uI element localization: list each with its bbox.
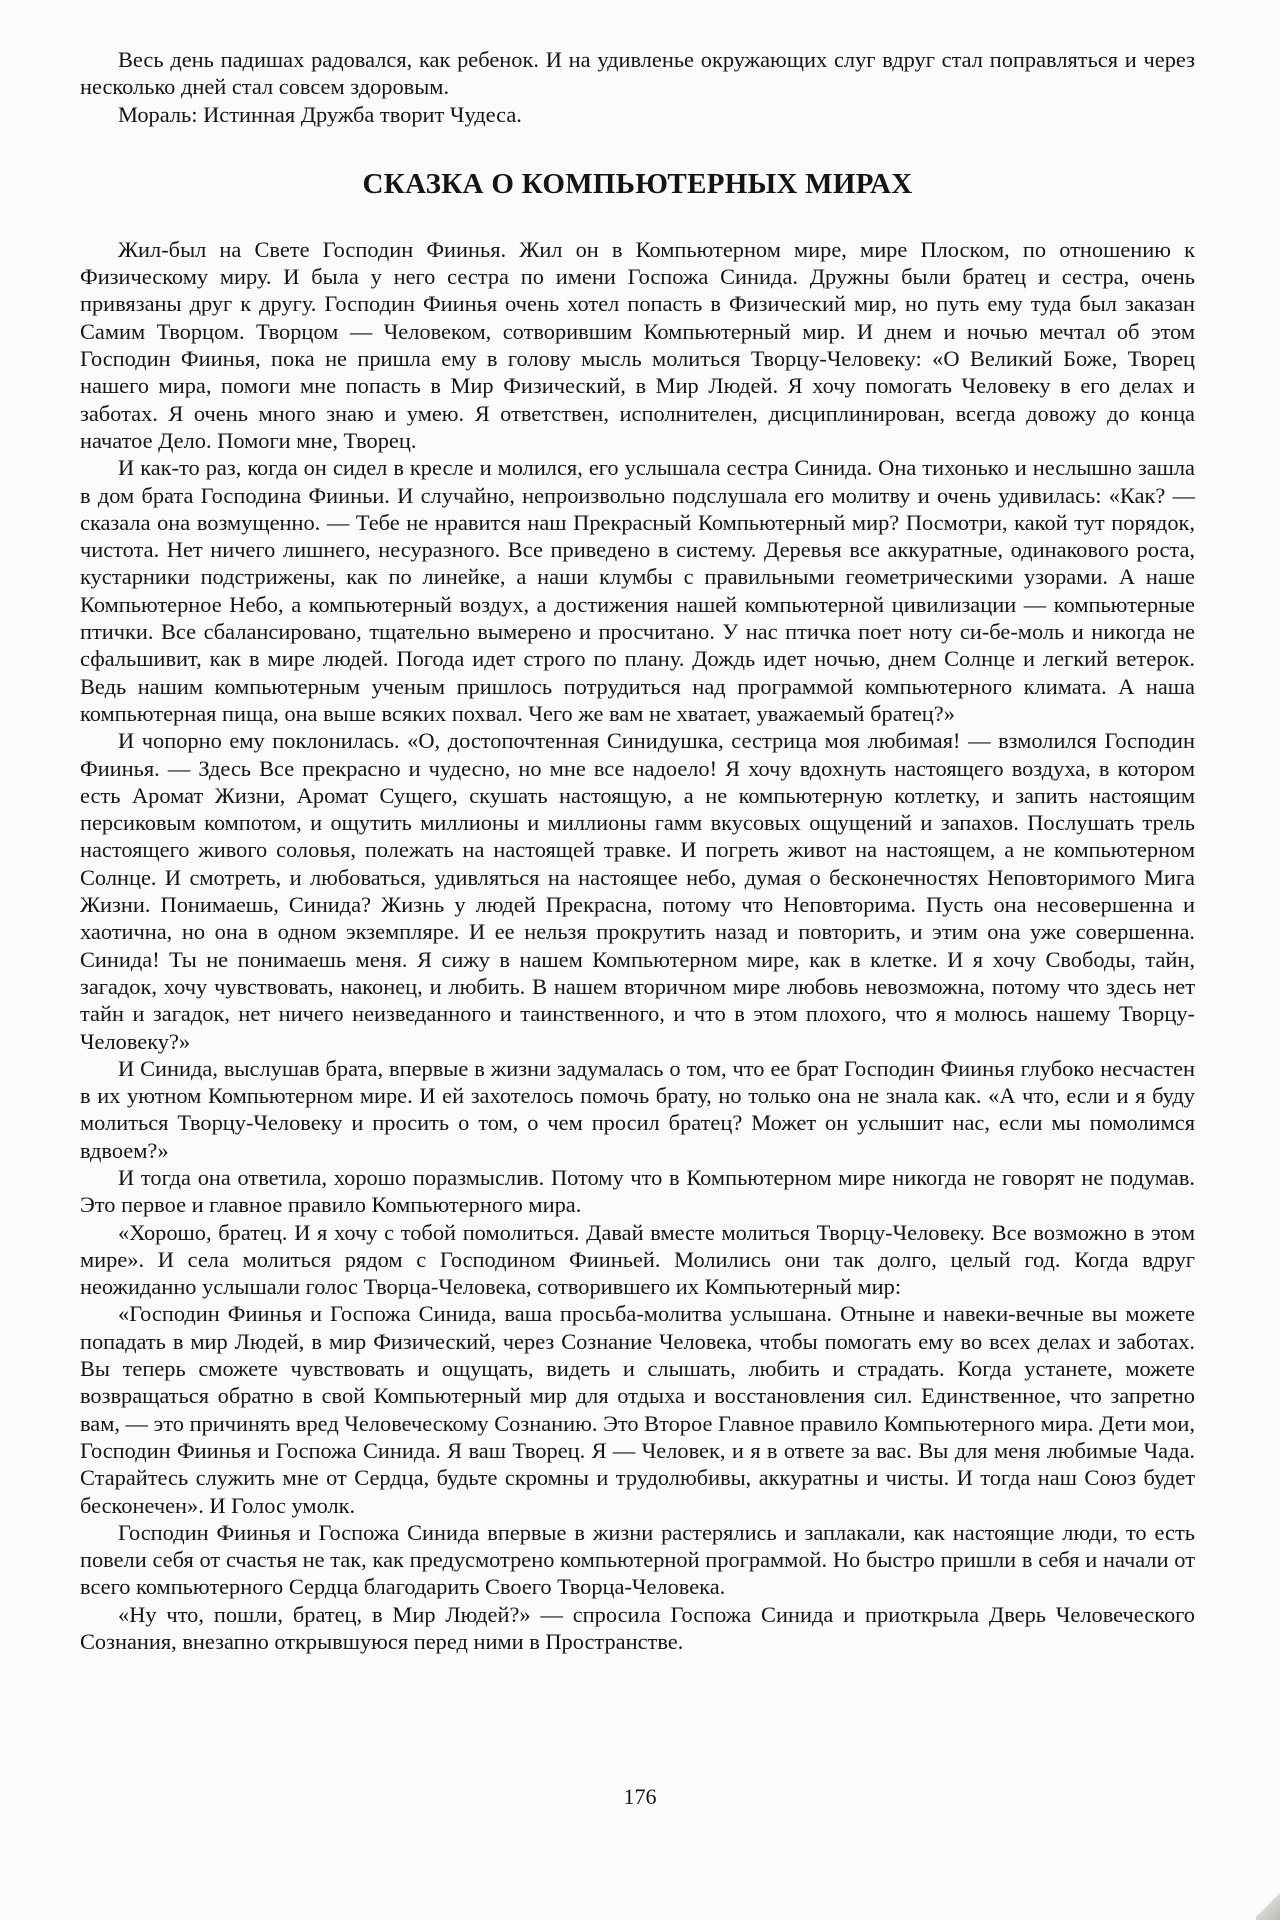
story-body: [80, 236, 1195, 1655]
page-corner-shadow: [1256, 1890, 1280, 1920]
paragraph: Жил-был на Свете Господин Фиинья. Жил он в Компьютерном мире, мире Плоском, по отношению к Физическому миру. И была у него сестра по имени Госпожа Синида. Дружны были братец и сестра, очень привязаны друг к другу. Господин Фиинья очень хотел попасть в Физический мир, но путь ему туда был заказан Самим Творцом. Творцом — Человеком, сотворившим Компьютерный мир. И днем и ночью мечтал об этом Господин Фиинья, пока не пришла ему в голову мысль молиться Творцу-Человеку: «О Великий Боже, Творец нашего мира, помоги мне попасть в Мир Физический, в Мир Людей. Я хочу помогать Человеку в его делах и заботах. Я очень много знаю и умею. Я ответствен, исполнителен, дисциплинирован, всегда довожу до конца начатое Дело. Помоги мне, Творец.: [80, 236, 1195, 453]
paragraph: «Ну что, пошли, братец, в Мир Людей?» — спросила Госпожа Синида и приоткрыла Дверь Человеческого Сознания, внезапно открывшуюся перед ними в Пространстве.: [80, 1601, 1195, 1655]
book-page: [80, 46, 1195, 1655]
paragraph: И тогда она ответила, хорошо поразмыслив. Потому что в Компьютерном мире никогда не говорят не подумав. Это первое и главное правило Компьютерного мира.: [80, 1164, 1195, 1218]
paragraph: «Господин Фиинья и Госпожа Синида, ваша просьба-молитва услышана. Отныне и навеки-вечные вы можете попадать в мир Людей, в мир Физический, через Сознание Человека, чтобы помогать ему во всех делах и заботах. Вы теперь сможете чувствовать и ощущать, видеть и слышать, любить и страдать. Когда устанете, можете возвращаться обратно в свой Компьютерный мир для отдыха и восстановления сил. Единственное, что запретно вам, — это причинять вред Человеческому Сознанию. Это Второе Главное правило Компьютерного мира. Дети мои, Господин Фиинья и Госпожа Синида. Я ваш Творец. Я — Человек, и я в ответе за вас. Вы для меня любимые Чада. Старайтесь служить мне от Сердца, будьте скромны и трудолюбивы, аккуратны и чисты. И тогда наш Союз будет бесконечен». И Голос умолк.: [80, 1301, 1195, 1518]
paragraph: И как-то раз, когда он сидел в кресле и молился, его услышала сестра Синида. Она тихонько и неслышно зашла в дом брата Господина Фииньи. И случайно, непроизвольно подслушала его молитву и очень удивилась: «Как? — сказала она возмущенно. — Тебе не нравится наш Прекрасный Компьютерный мир? Посмотри, какой тут порядок, чистота. Нет ничего лишнего, несуразного. Все приведено в систему. Деревья все аккуратные, одинакового роста, кустарники подстрижены, как по линейке, а наши клумбы с правильными геометрическими узорами. А наше Компьютерное Небо, а компьютерный воздух, а достижения нашей компьютерной цивилизации — компьютерные птички. Все сбалансировано, тщательно вымерено и просчитано. У нас птичка поет ноту си-бе-моль и никогда не сфальшивит, как в мире людей. Погода идет строго по плану. Дождь идет ночью, днем Солнце и легкий ветерок. Ведь нашим компьютерным ученым пришлось потрудиться над программой компьютерного климата. А наша компьютерная пища, она выше всяких похвал. Чего же вам не хватает, уважаемый братец?»: [80, 455, 1195, 726]
paragraph: Господин Фиинья и Госпожа Синида впервые в жизни растерялись и заплакали, как настоящие люди, то есть повели себя от счастья не так, как предусмотрено компьютерной программой. Но быстро пришли в себя и начали от всего компьютерного Сердца благодарить Своего Творца-Человека.: [80, 1519, 1195, 1600]
previous-story-ending: [80, 46, 1195, 128]
paragraph: И чопорно ему поклонилась. «О, достопочтенная Синидушка, сестрица моя любимая! — взмолился Господин Фиинья. — Здесь Все прекрасно и чудесно, но мне все надоело! Я хочу вдохнуть настоящего воздуха, в котором есть Аромат Жизни, Аромат Сущего, скушать настоящую, а не компьютерную котлетку, и запить настоящим персиковым компотом, и ощутить миллионы и миллионы гамм вкусовых ощущений и запахов. Послушать трель настоящего живого соловья, полежать на настоящей травке. И погреть живот на настоящем, а не компьютерном Солнце. И смотреть, и любоваться, удивляться на настоящее небо, думая о бесконечностях Неповторимого Мига Жизни. Понимаешь, Синида? Жизнь у людей Прекрасна, потому что Неповторима. Пусть она несовершенна и хаотична, но она в одном экземпляре. И ее нельзя прокрутить назад и повторить, и этим она уже совершенна. Синида! Ты не понимаешь меня. Я сижу в нашем Компьютерном мире, как в клетке. И я хочу Свободы, тайн, загадок, хочу чувствовать, наконец, и любить. В нашем вторичном мире любовь невозможна, потому что здесь нет тайн и загадок, нет ничего неизведанного и таинственного, и что в этом плохого, что я молюсь нашему Творцу-Человеку?»: [80, 728, 1195, 1054]
paragraph: И Синида, выслушав брата, впервые в жизни задумалась о том, что ее брат Господин Фиинья глубоко несчастен в их уютном Компьютерном мире. И ей захотелось помочь брату, но только она не знала как. «А что, если и я буду молиться Творцу-Человеку и просить о том, о чем просил братец? Может он услышит нас, если мы помолимся вдвоем?»: [80, 1055, 1195, 1163]
page-number: 176: [623, 1784, 657, 1809]
paragraph: «Хорошо, братец. И я хочу с тобой помолиться. Давай вместе молиться Творцу-Человеку. Все возможно в этом мире». И села молиться рядом с Господином Фииньей. Молились они так долго, целый год. Когда вдруг неожиданно услышали голос Творца-Человека, сотворившего их Компьютерный мир:: [80, 1219, 1195, 1300]
paragraph: Весь день падишах радовался, как ребенок. И на удивленье окружающих слуг вдруг стал поправляться и через несколько дней стал совсем здоровым.: [80, 47, 1195, 100]
story-title: СКАЗКА О КОМПЬЮТЕРНЫХ МИРАХ: [362, 167, 913, 200]
moral-line: Мораль: Истинная Дружба творит Чудеса.: [118, 101, 522, 127]
